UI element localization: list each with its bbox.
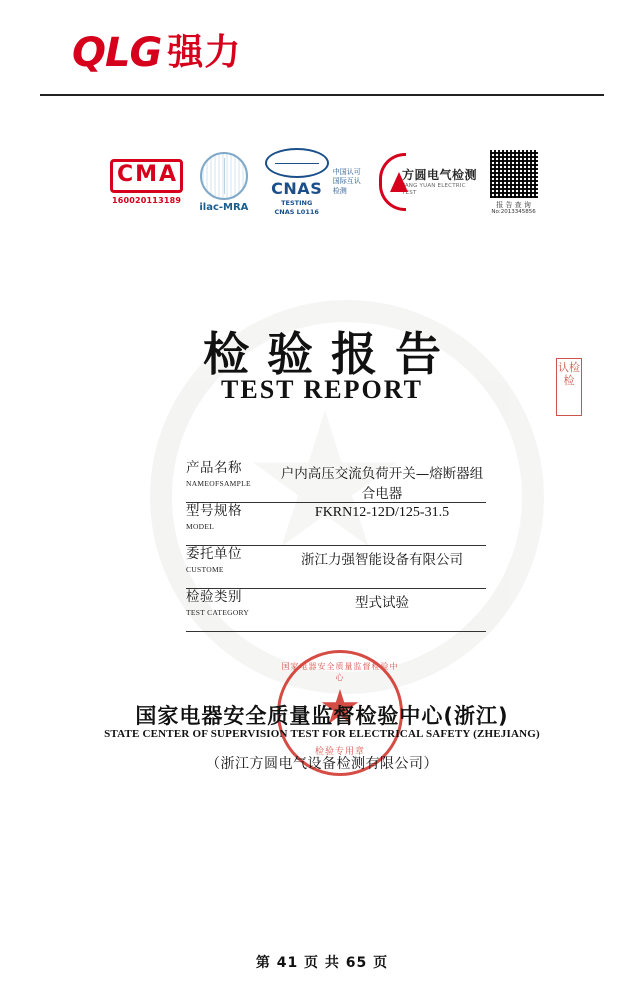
field-label-cn: 产品名称	[186, 460, 242, 476]
page-header	[0, 0, 644, 96]
page-footer: 第 41 页 共 65 页	[255, 955, 389, 971]
brand-logo	[72, 30, 242, 76]
field-label	[186, 503, 278, 531]
cnas-chinese-text: 中国认可 国际互认 检测	[332, 167, 361, 195]
field-label	[186, 460, 278, 488]
report-title-en: TEST REPORT	[221, 375, 423, 404]
qr-code-icon	[489, 149, 539, 199]
fangyuan-label-en: FANG YUAN ELECTRIC TEST	[401, 183, 466, 196]
field-label-en: CUSTOME	[186, 564, 224, 574]
cnas-subline-2: CNAS L0116	[274, 208, 319, 216]
qr-caption-text: 报 告 查 询	[496, 200, 531, 209]
field-value: 型式试验	[355, 595, 409, 611]
cma-label: CMA	[110, 159, 183, 192]
vertical-red-seal: 认检检	[556, 358, 582, 416]
field-value: FKRN12-12D/125-31.5	[314, 505, 450, 520]
brand-logo-chinese: 强力	[167, 32, 242, 73]
stamp-bottom-text: 检验专用章	[314, 747, 365, 757]
field-test-category	[186, 589, 486, 632]
report-qr-mark	[487, 149, 540, 216]
field-label-cn: 型号规格	[186, 503, 242, 519]
fangyuan-label-cn: 方圆电气检测	[401, 167, 477, 182]
issuer-name-cn: 国家电器安全质量监督检验中心(浙江)	[135, 704, 509, 728]
issuer-alt-name: （浙江方圆电气设备检测有限公司）	[206, 756, 438, 772]
field-product-name	[186, 460, 486, 503]
issuer-name-en: STATE CENTER OF SUPERVISION TEST FOR ELECTRICAL SAFETY (ZHEJIANG)	[104, 728, 540, 740]
ilac-label: ilac-MRA	[199, 201, 249, 213]
cma-number: 160020113189	[111, 195, 182, 205]
field-model	[186, 503, 486, 546]
header-divider	[40, 94, 604, 96]
qr-number: No:2013345856	[491, 208, 536, 215]
report-title-cn: 检验报告	[203, 327, 459, 381]
fangyuan-arc-icon	[379, 153, 406, 211]
field-customer	[186, 546, 486, 589]
cnas-mark	[265, 148, 369, 216]
field-label-cn: 委托单位	[186, 546, 242, 562]
ilac-mra-mark	[193, 152, 255, 213]
fangyuan-triangle-icon	[390, 172, 408, 192]
cnas-oval-icon	[265, 148, 329, 178]
cma-mark	[110, 159, 183, 204]
cnas-subline-1: TESTING	[281, 198, 313, 207]
field-value: 户内高压交流负荷开关—熔断器组合电器	[280, 466, 484, 502]
brand-logo-latin: QLG	[72, 30, 162, 76]
stamp-top-text: 国家电器安全质量监督检验中心	[281, 662, 399, 682]
field-label-en: MODEL	[186, 521, 215, 531]
qr-caption	[487, 201, 540, 216]
field-label	[186, 589, 278, 617]
field-label-en: NAMEOFSAMPLE	[186, 478, 251, 488]
field-label-en: TEST CATEGORY	[186, 607, 250, 617]
fangyuan-text	[402, 168, 477, 197]
cnas-logo	[265, 148, 329, 216]
field-value: 浙江力强智能设备有限公司	[301, 552, 463, 568]
certification-marks-row	[110, 142, 540, 222]
fangyuan-mark	[379, 153, 478, 211]
field-label-cn: 检验类别	[186, 589, 242, 605]
cnas-word: CNAS	[271, 178, 323, 198]
ilac-globe-icon	[200, 152, 248, 200]
field-label	[186, 546, 278, 574]
report-fields	[186, 460, 486, 632]
